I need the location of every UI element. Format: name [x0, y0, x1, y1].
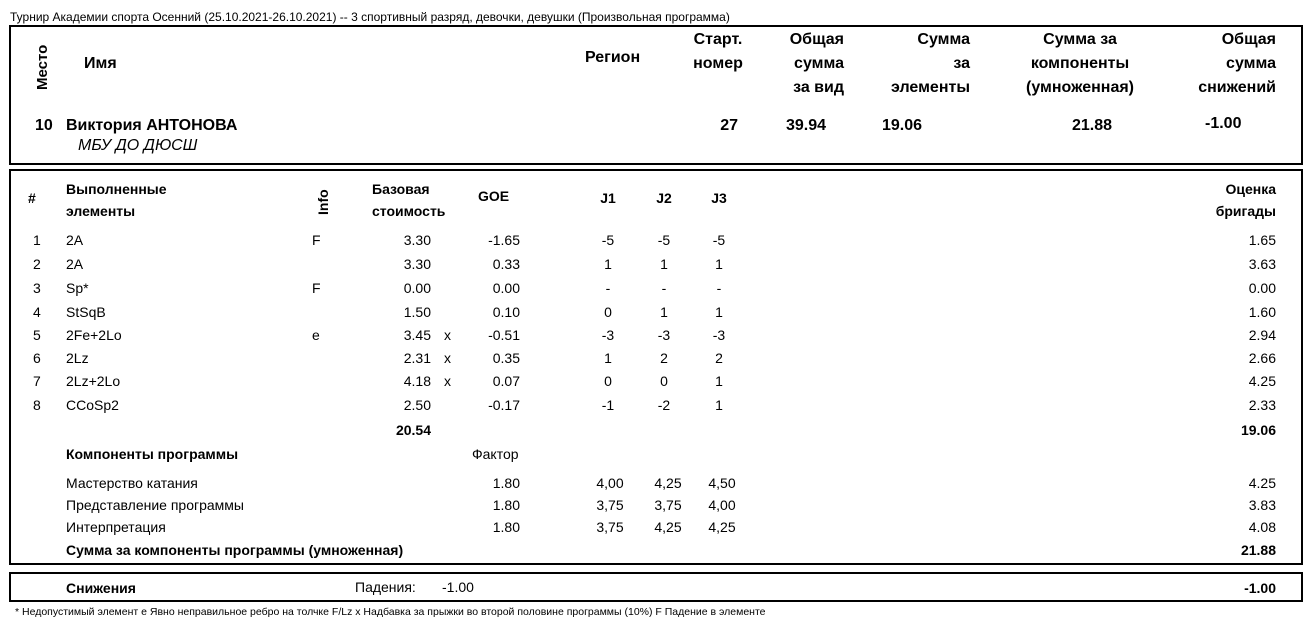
component-score-header-line1: Сумма за — [1043, 31, 1117, 48]
element-cell-info: F — [312, 280, 321, 296]
element-cell-score: 2.66 — [1248, 350, 1276, 366]
component-cell-j1: 3,75 — [596, 519, 624, 535]
component-cell-j3: 4,00 — [708, 497, 736, 513]
element-cell-j3: 1 — [715, 397, 723, 413]
element-cell-goe: 0.07 — [492, 373, 520, 389]
element-cell-j2: -2 — [657, 397, 671, 413]
element-cell-j1: 1 — [604, 256, 612, 272]
element-cell-j3: - — [716, 280, 722, 296]
component-cell-j3: 4,50 — [708, 475, 736, 491]
element-cell-goe: -0.17 — [488, 397, 520, 413]
element-cell-goe: 0.00 — [492, 280, 520, 296]
deductions-total: -1.00 — [1244, 580, 1276, 596]
element-cell-j1: -5 — [601, 232, 615, 248]
element-cell-x: x — [444, 373, 451, 389]
element-cell-j3: 1 — [715, 256, 723, 272]
total-segment-header — [760, 28, 844, 100]
deductions-box — [9, 572, 1303, 602]
total-segment-header-line3: за вид — [793, 79, 844, 96]
component-cell-score: 4.08 — [1248, 519, 1276, 535]
element-cell-j2: - — [661, 280, 667, 296]
element-cell-j2: -3 — [657, 327, 671, 343]
elements-num-header: # — [28, 190, 36, 206]
element-cell-el: StSqB — [66, 304, 106, 320]
region-header: Регион — [585, 49, 641, 66]
element-cell-j3: -5 — [712, 232, 726, 248]
place-header: Место — [34, 44, 51, 90]
skater-place: 10 — [35, 117, 53, 134]
name-header: Имя — [84, 55, 117, 72]
component-cell-j2: 4,25 — [654, 475, 682, 491]
start-number-header-line2: номер — [693, 55, 743, 72]
element-cell-el: Sp* — [66, 280, 89, 296]
element-cell-base: 0.00 — [403, 280, 431, 296]
element-cell-info: F — [312, 232, 321, 248]
elements-total-base: 20.54 — [395, 422, 431, 438]
page-title: Турнир Академии спорта Осенний (25.10.2021-26.10.2021) -- 3 спортивный разряд, девочки, девушки (Произвольная программа) — [10, 10, 730, 24]
j1-header: J1 — [600, 190, 616, 206]
component-cell-factor: 1.80 — [492, 497, 520, 513]
element-cell-score: 1.65 — [1248, 232, 1276, 248]
j3-header: J3 — [711, 190, 727, 206]
element-score-header-line1: Сумма — [917, 31, 970, 48]
skater-name: Виктория АНТОНОВА — [66, 117, 238, 134]
element-cell-el: 2A — [66, 256, 84, 272]
component-cell-j1: 3,75 — [596, 497, 624, 513]
skater-start-number: 27 — [720, 117, 738, 134]
element-cell-j3: 1 — [715, 304, 723, 320]
component-cell-score: 3.83 — [1248, 497, 1276, 513]
element-cell-j3: -3 — [712, 327, 726, 343]
element-cell-el: CCoSp2 — [66, 397, 119, 413]
component-cell-j2: 4,25 — [654, 519, 682, 535]
components-total-label: Сумма за компоненты программы (умноженная) — [66, 542, 404, 558]
executed-elements-header — [66, 178, 167, 222]
element-cell-j1: 1 — [604, 350, 612, 366]
skater-total-segment: 39.94 — [786, 117, 827, 134]
element-cell-base: 3.30 — [403, 256, 431, 272]
element-score-header — [870, 28, 970, 100]
component-cell-score: 4.25 — [1248, 475, 1276, 491]
element-cell-goe: -0.51 — [488, 327, 520, 343]
element-cell-base: 3.30 — [403, 232, 431, 248]
element-score-header-line3: элементы — [891, 79, 970, 96]
element-cell-j2: 1 — [660, 256, 668, 272]
element-cell-x: x — [444, 327, 451, 343]
skater-component-score: 21.88 — [1072, 117, 1113, 134]
base-value-header-line2: стоимость — [372, 203, 446, 219]
components-header: Компоненты программы — [66, 446, 239, 462]
components-total: 21.88 — [1240, 542, 1276, 558]
component-score-header — [1010, 28, 1150, 100]
element-cell-n: 2 — [33, 256, 41, 272]
total-segment-header-line2: сумма — [794, 55, 844, 72]
component-cell-j3: 4,25 — [708, 519, 736, 535]
element-cell-base: 4.18 — [403, 373, 431, 389]
element-cell-info: e — [312, 327, 320, 343]
panel-score-header-line1: Оценка — [1225, 181, 1276, 197]
element-cell-goe: 0.35 — [492, 350, 520, 366]
element-cell-n: 5 — [33, 327, 41, 343]
deductions-label: Снижения — [66, 580, 136, 596]
deductions-header — [1176, 28, 1276, 100]
element-cell-el: 2Lz+2Lo — [66, 373, 121, 389]
base-value-header-line1: Базовая — [372, 181, 430, 197]
element-cell-n: 6 — [33, 350, 41, 366]
component-cell-name: Интерпретация — [66, 519, 166, 535]
component-cell-factor: 1.80 — [492, 475, 520, 491]
element-cell-goe: 0.10 — [492, 304, 520, 320]
element-cell-base: 3.45 — [403, 327, 431, 343]
component-score-header-line2: компоненты — [1030, 55, 1130, 72]
element-cell-el: 2A — [66, 232, 84, 248]
element-cell-score: 2.94 — [1248, 327, 1276, 343]
component-cell-name: Представление программы — [66, 497, 244, 513]
factor-header: Фактор — [472, 446, 519, 462]
element-cell-j2: -5 — [657, 232, 671, 248]
element-score-header-line2: за — [953, 55, 970, 72]
falls-label: Падения: — [355, 579, 416, 595]
element-cell-j3: 1 — [715, 373, 723, 389]
falls-value: -1.00 — [442, 579, 474, 595]
element-cell-score: 4.25 — [1248, 373, 1276, 389]
element-cell-base: 2.31 — [403, 350, 431, 366]
component-score-header-line3: (умноженная) — [1026, 79, 1134, 96]
element-cell-j2: 0 — [660, 373, 668, 389]
panel-score-header-line2: бригады — [1215, 203, 1276, 219]
element-cell-n: 7 — [33, 373, 41, 389]
element-cell-n: 3 — [33, 280, 41, 296]
skater-element-score: 19.06 — [882, 117, 923, 134]
total-segment-header-line1: Общая — [789, 31, 844, 48]
element-cell-j2: 1 — [660, 304, 668, 320]
element-cell-score: 0.00 — [1248, 280, 1276, 296]
deductions-header-line2: сумма — [1226, 55, 1276, 72]
element-cell-el: 2Fe+2Lo — [66, 327, 122, 343]
deductions-header-line1: Общая — [1221, 31, 1276, 48]
element-cell-score: 2.33 — [1248, 397, 1276, 413]
element-cell-j1: - — [605, 280, 611, 296]
element-cell-j1: -3 — [601, 327, 615, 343]
deductions-header-line3: снижений — [1198, 79, 1276, 96]
element-cell-base: 1.50 — [403, 304, 431, 320]
skater-club: МБУ ДО ДЮСШ — [78, 137, 198, 154]
footnote: * Недопустимый элемент e Явно неправильное ребро на толчке F/Lz x Надбавка за прыжки во второй половине программы (10%) F Падение в элементе — [15, 606, 766, 618]
component-cell-j1: 4,00 — [596, 475, 624, 491]
element-cell-x: x — [444, 350, 451, 366]
element-cell-j2: 2 — [660, 350, 668, 366]
start-number-header-line1: Старт. — [693, 31, 743, 48]
base-value-header — [372, 178, 445, 222]
goe-header: GOE — [478, 188, 510, 204]
element-cell-n: 8 — [33, 397, 41, 413]
element-cell-j1: -1 — [601, 397, 615, 413]
element-cell-goe: 0.33 — [492, 256, 520, 272]
element-cell-n: 4 — [33, 304, 41, 320]
executed-elements-header-line1: Выполненные — [66, 181, 167, 197]
panel-score-header — [1176, 178, 1276, 222]
element-cell-score: 1.60 — [1248, 304, 1276, 320]
element-cell-goe: -1.65 — [488, 232, 520, 248]
element-cell-base: 2.50 — [403, 397, 431, 413]
elements-total-score: 19.06 — [1240, 422, 1276, 438]
component-cell-j2: 3,75 — [654, 497, 682, 513]
element-cell-j1: 0 — [604, 373, 612, 389]
executed-elements-header-line2: элементы — [66, 203, 136, 219]
element-cell-j1: 0 — [604, 304, 612, 320]
element-cell-n: 1 — [33, 232, 41, 248]
component-cell-factor: 1.80 — [492, 519, 520, 535]
element-cell-el: 2Lz — [66, 350, 89, 366]
skater-deductions: -1.00 — [1205, 115, 1242, 132]
component-cell-name: Мастерство катания — [66, 475, 198, 491]
j2-header: J2 — [656, 190, 672, 206]
element-cell-j3: 2 — [715, 350, 723, 366]
info-header: Info — [315, 189, 331, 215]
element-cell-score: 3.63 — [1248, 256, 1276, 272]
start-number-header — [682, 28, 754, 76]
